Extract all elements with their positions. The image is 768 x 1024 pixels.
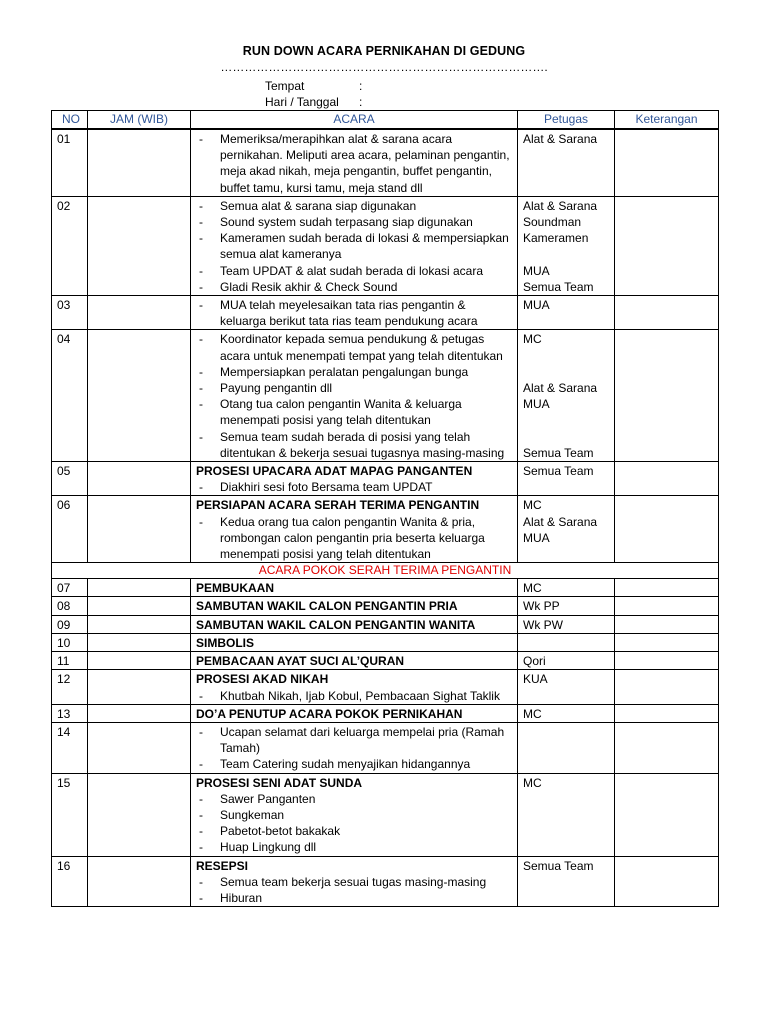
- petugas-line: MC: [523, 706, 542, 721]
- cell-jam: [88, 196, 191, 295]
- acara-list: [196, 724, 514, 773]
- acara-heading: SAMBUTAN WAKIL CALON PENGANTIN PRIA: [196, 599, 458, 614]
- acara-list: [196, 688, 514, 704]
- acara-heading: PERSIAPAN ACARA SERAH TERIMA PENGANTIN: [196, 498, 480, 513]
- petugas-line: Qori: [523, 654, 546, 669]
- acara-list-item: - Hiburan: [196, 890, 514, 906]
- cell-acara: [191, 722, 518, 773]
- header-no: NO: [52, 111, 88, 130]
- acara-heading: PROSESI AKAD NIKAH: [196, 672, 329, 687]
- cell-keterangan: [615, 633, 719, 651]
- cell-no: 16: [52, 856, 88, 907]
- acara-list: [196, 874, 514, 906]
- petugas-line: MC: [523, 332, 542, 347]
- cell-jam: [88, 670, 191, 704]
- cell-petugas: [518, 462, 615, 496]
- petugas-line: MUA: [523, 263, 550, 278]
- cell-acara: [191, 704, 518, 722]
- acara-list-item: - Gladi Resik akhir & Check Sound: [196, 279, 514, 295]
- acara-heading: PEMBACAAN AYAT SUCI AL’QURAN: [196, 654, 405, 669]
- petugas-line: [523, 364, 611, 380]
- acara-list-item: - MUA telah meyelesaikan tata rias pengantin & keluarga berikut tata rias team pendukung acara: [196, 297, 514, 329]
- cell-petugas: [518, 129, 615, 196]
- cell-jam: [88, 722, 191, 773]
- table-row: [52, 196, 719, 295]
- cell-petugas: [518, 722, 615, 773]
- tempat-label: Tempat: [265, 79, 305, 93]
- petugas-line: MC: [523, 775, 542, 790]
- petugas-line: KUA: [523, 672, 548, 687]
- cell-no: 03: [52, 296, 88, 330]
- acara-list-item: - Diakhiri sesi foto Bersama team UPDAT: [196, 479, 514, 495]
- tempat-row: [265, 79, 362, 93]
- petugas-line: MUA: [523, 530, 550, 545]
- petugas-line: MUA: [523, 397, 550, 412]
- cell-jam: [88, 330, 191, 462]
- cell-acara: [191, 330, 518, 462]
- cell-petugas: [518, 330, 615, 462]
- table-section: [52, 563, 719, 579]
- cell-no: 09: [52, 615, 88, 633]
- acara-list-item: - Payung pengantin dll: [196, 380, 514, 396]
- table-row: [52, 670, 719, 704]
- cell-jam: [88, 129, 191, 196]
- cell-no: 14: [52, 722, 88, 773]
- cell-keterangan: [615, 129, 719, 196]
- cell-acara: [191, 496, 518, 563]
- acara-list-item: - Koordinator kepada semua pendukung & petugas acara untuk menempati tempat yang telah ditentukan: [196, 331, 514, 363]
- acara-list: [196, 131, 514, 196]
- header-jam: JAM (WIB): [88, 111, 191, 130]
- document-title: RUN DOWN ACARA PERNIKAHAN DI GEDUNG: [242, 44, 526, 58]
- acara-list: [196, 331, 514, 461]
- table-row: [52, 496, 719, 563]
- petugas-line: Semua Team: [523, 858, 594, 873]
- cell-petugas: [518, 496, 615, 563]
- table-row: [52, 773, 719, 856]
- petugas-line: Soundman: [523, 215, 582, 230]
- cell-keterangan: [615, 773, 719, 856]
- header-acara: ACARA: [191, 111, 518, 130]
- cell-no: 10: [52, 633, 88, 651]
- acara-heading: SIMBOLIS: [196, 635, 255, 650]
- cell-petugas: [518, 296, 615, 330]
- petugas-line: Semua Team: [523, 464, 594, 479]
- table-row: [52, 856, 719, 907]
- cell-no: 01: [52, 129, 88, 196]
- cell-no: 07: [52, 579, 88, 597]
- cell-petugas: [518, 856, 615, 907]
- petugas-line: Wk PW: [523, 617, 563, 632]
- petugas-line: Alat & Sarana: [523, 132, 598, 146]
- petugas-line: Semua Team: [523, 279, 594, 294]
- cell-acara: [191, 856, 518, 907]
- header-keterangan: Keterangan: [615, 111, 719, 130]
- cell-petugas: [518, 652, 615, 670]
- petugas-line: MC: [523, 498, 542, 513]
- cell-petugas: [518, 597, 615, 615]
- cell-keterangan: [615, 296, 719, 330]
- table-body-part1: [52, 129, 719, 563]
- cell-acara: [191, 296, 518, 330]
- cell-keterangan: [615, 597, 719, 615]
- cell-jam: [88, 773, 191, 856]
- acara-list: [196, 514, 514, 563]
- acara-list-item: - Semua team bekerja sesuai tugas masing-masing: [196, 874, 514, 890]
- petugas-line: Wk PP: [523, 599, 560, 614]
- petugas-line: Alat & Sarana: [523, 198, 598, 213]
- cell-keterangan: [615, 462, 719, 496]
- cell-no: 12: [52, 670, 88, 704]
- hari-tanggal-separator: :: [359, 95, 363, 109]
- acara-list-item: - Kameramen sudah berada di lokasi & mempersiapkan semua alat kameranya: [196, 230, 514, 262]
- acara-list-item: - Kedua orang tua calon pengantin Wanita & pria, rombongan calon pengantin pria beserta keluarga menempati posisi yang telah ditentukan: [196, 514, 514, 563]
- acara-heading: RESEPSI: [196, 858, 249, 873]
- acara-list-item: - Memeriksa/merapihkan alat & sarana acara pernikahan. Meliputi area acara, pelaminan pengantin, meja akad nikah, meja pengantin, buffet pengantin, buffet tamu, kursi tamu, meja stand dll: [196, 131, 514, 196]
- petugas-line: Alat & Sarana: [523, 381, 598, 396]
- table-row: [52, 330, 719, 462]
- cell-jam: [88, 615, 191, 633]
- table-row: [52, 597, 719, 615]
- hari-tanggal-label: Hari / Tanggal: [265, 95, 339, 109]
- section-row: [52, 563, 719, 579]
- table-row: [52, 652, 719, 670]
- acara-list-item: - Sound system sudah terpasang siap digunakan: [196, 214, 514, 230]
- acara-heading: DO’A PENUTUP ACARA POKOK PERNIKAHAN: [196, 706, 463, 721]
- table-header-row: [52, 111, 719, 130]
- petugas-line: MC: [523, 581, 542, 596]
- cell-acara: [191, 615, 518, 633]
- cell-keterangan: [615, 722, 719, 773]
- acara-list: [196, 297, 514, 329]
- cell-jam: [88, 633, 191, 651]
- cell-jam: [88, 296, 191, 330]
- acara-list-item: - Khutbah Nikah, Ijab Kobul, Pembacaan Sighat Taklik: [196, 688, 514, 704]
- acara-list-item: - Semua alat & sarana siap digunakan: [196, 198, 514, 214]
- cell-keterangan: [615, 856, 719, 907]
- cell-no: 08: [52, 597, 88, 615]
- acara-list-item: - Team Catering sudah menyajikan hidangannya: [196, 756, 514, 772]
- table-row: [52, 579, 719, 597]
- tempat-separator: :: [359, 79, 363, 93]
- cell-no: 02: [52, 196, 88, 295]
- table-body-part2: [52, 579, 719, 907]
- petugas-line: Kameramen: [523, 231, 589, 246]
- table-row: [52, 633, 719, 651]
- cell-no: 15: [52, 773, 88, 856]
- cell-keterangan: [615, 496, 719, 563]
- table-row: [52, 722, 719, 773]
- cell-keterangan: [615, 196, 719, 295]
- cell-petugas: [518, 579, 615, 597]
- cell-no: 13: [52, 704, 88, 722]
- acara-list: [196, 198, 514, 295]
- cell-petugas: [518, 670, 615, 704]
- petugas-line: MUA: [523, 298, 550, 313]
- rundown-table: [51, 110, 719, 907]
- acara-list-item: - Semua team sudah berada di posisi yang telah ditentukan & bekerja sesuai tugasnya masing-masing: [196, 429, 514, 461]
- acara-list-item: - Sungkeman: [196, 807, 514, 823]
- table-row: [52, 615, 719, 633]
- acara-list-item: - Team UPDAT & alat sudah berada di lokasi acara: [196, 263, 514, 279]
- petugas-line: [523, 412, 611, 428]
- petugas-line: [523, 246, 611, 262]
- cell-jam: [88, 579, 191, 597]
- cell-petugas: [518, 704, 615, 722]
- cell-petugas: [518, 633, 615, 651]
- cell-acara: [191, 633, 518, 651]
- cell-acara: [191, 129, 518, 196]
- venue-dotted-line: ……………………………………………………………………….: [220, 60, 548, 74]
- cell-keterangan: [615, 330, 719, 462]
- cell-petugas: [518, 615, 615, 633]
- acara-list-item: - Sawer Panganten: [196, 791, 514, 807]
- cell-keterangan: [615, 615, 719, 633]
- cell-acara: [191, 462, 518, 496]
- acara-heading: PEMBUKAAN: [196, 581, 274, 596]
- cell-jam: [88, 856, 191, 907]
- cell-petugas: [518, 196, 615, 295]
- section-label: ACARA POKOK SERAH TERIMA PENGANTIN: [52, 563, 719, 579]
- cell-petugas: [518, 773, 615, 856]
- cell-keterangan: [615, 652, 719, 670]
- acara-heading: PROSESI SENI ADAT SUNDA: [196, 775, 363, 790]
- cell-no: 11: [52, 652, 88, 670]
- cell-acara: [191, 670, 518, 704]
- acara-list: [196, 791, 514, 856]
- table-row: [52, 704, 719, 722]
- cell-acara: [191, 196, 518, 295]
- header-petugas: Petugas: [518, 111, 615, 130]
- petugas-line: Alat & Sarana: [523, 514, 598, 529]
- cell-acara: [191, 579, 518, 597]
- cell-jam: [88, 462, 191, 496]
- cell-no: 04: [52, 330, 88, 462]
- table-row: [52, 462, 719, 496]
- acara-list-item: - Ucapan selamat dari keluarga mempelai pria (Ramah Tamah): [196, 724, 514, 756]
- table-row: [52, 296, 719, 330]
- cell-acara: [191, 652, 518, 670]
- cell-no: 05: [52, 462, 88, 496]
- hari-tanggal-row: [265, 95, 362, 109]
- cell-no: 06: [52, 496, 88, 563]
- cell-jam: [88, 652, 191, 670]
- acara-list-item: - Otang tua calon pengantin Wanita & keluarga menempati posisi yang telah ditentukan: [196, 396, 514, 428]
- cell-keterangan: [615, 670, 719, 704]
- acara-list-item: - Huap Lingkung dll: [196, 839, 514, 855]
- cell-jam: [88, 704, 191, 722]
- cell-acara: [191, 597, 518, 615]
- petugas-line: [523, 429, 611, 445]
- petugas-line: [523, 348, 611, 364]
- cell-keterangan: [615, 704, 719, 722]
- table-row: [52, 129, 719, 196]
- acara-list: [196, 479, 514, 495]
- acara-heading: PROSESI UPACARA ADAT MAPAG PANGANTEN: [196, 464, 473, 479]
- petugas-line: Semua Team: [523, 445, 594, 460]
- cell-acara: [191, 773, 518, 856]
- cell-jam: [88, 496, 191, 563]
- acara-heading: SAMBUTAN WAKIL CALON PENGANTIN WANITA: [196, 617, 476, 632]
- acara-list-item: - Pabetot-betot bakakak: [196, 823, 514, 839]
- cell-jam: [88, 597, 191, 615]
- acara-list-item: - Mempersiapkan peralatan pengalungan bunga: [196, 364, 514, 380]
- cell-keterangan: [615, 579, 719, 597]
